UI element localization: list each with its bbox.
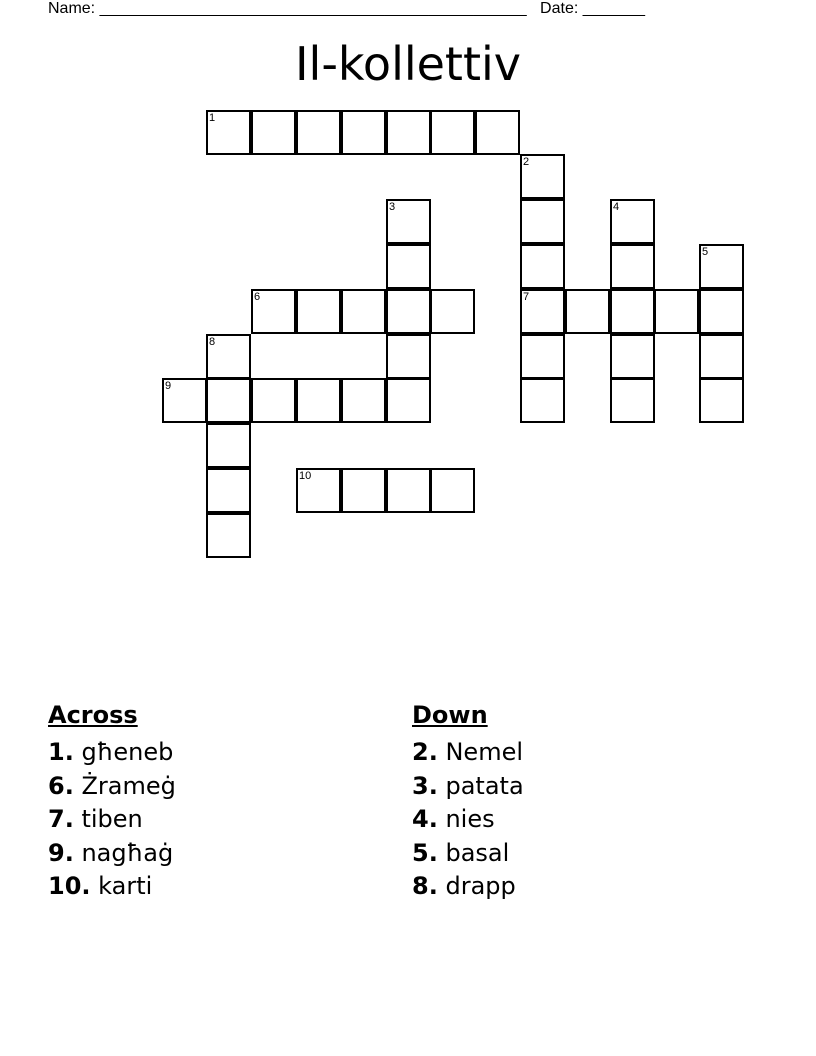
grid-cell[interactable]: [430, 110, 475, 155]
grid-cell[interactable]: [610, 289, 655, 334]
clue-text: basal: [445, 838, 510, 867]
clue-text: karti: [98, 872, 153, 900]
grid-cell[interactable]: [341, 110, 386, 155]
grid-cell[interactable]: [296, 378, 341, 423]
across-heading: Across: [48, 701, 138, 729]
grid-cell[interactable]: [206, 378, 251, 423]
grid-cell[interactable]: [654, 289, 699, 334]
clue-number-label: 8: [209, 336, 216, 348]
clue-down-8: [412, 870, 524, 904]
grid-cell[interactable]: [251, 110, 296, 155]
grid-cell[interactable]: [386, 468, 431, 513]
clue-number-label: 10: [299, 470, 312, 482]
grid-cell[interactable]: [162, 378, 207, 423]
grid-cell[interactable]: [520, 378, 565, 423]
grid-cell[interactable]: [610, 199, 655, 244]
grid-cell[interactable]: [341, 378, 386, 423]
clue-text: Żrameġ: [81, 771, 176, 800]
down-clues: [412, 700, 524, 904]
clue-across-10: [48, 870, 176, 904]
clue-text: għeneb: [81, 738, 174, 766]
clue-number-label: 7: [523, 291, 530, 303]
grid-cell[interactable]: [699, 334, 744, 379]
clue-number: 2.: [412, 738, 438, 766]
grid-cell[interactable]: [296, 110, 341, 155]
clue-number: 8.: [412, 872, 438, 900]
clue-number: 3.: [412, 771, 438, 800]
grid-cell[interactable]: [610, 378, 655, 423]
clue-number-label: 4: [613, 201, 620, 213]
grid-cell[interactable]: [341, 289, 386, 334]
grid-cell[interactable]: [296, 468, 341, 513]
grid-cell[interactable]: [386, 334, 431, 379]
clue-number: 4.: [412, 805, 438, 833]
grid-cell[interactable]: [565, 289, 610, 334]
grid-cell[interactable]: [430, 289, 475, 334]
clue-number-label: 5: [702, 246, 709, 258]
grid-cell[interactable]: [386, 378, 431, 423]
clue-number-label: 6: [254, 291, 261, 303]
clue-number-label: 3: [389, 201, 396, 213]
grid-cell[interactable]: [206, 423, 251, 468]
grid-cell[interactable]: [520, 199, 565, 244]
clue-number: 1.: [48, 738, 74, 766]
clue-text: nies: [445, 805, 495, 833]
clue-text: nagħaġ: [81, 838, 174, 867]
date-field[interactable]: _______: [582, 0, 646, 17]
clue-number: 6.: [48, 771, 74, 800]
clue-number: 7.: [48, 805, 74, 833]
grid-cell[interactable]: [699, 289, 744, 334]
clue-text: drapp: [445, 872, 516, 900]
grid-cell[interactable]: [699, 378, 744, 423]
clue-down-4: [412, 803, 524, 837]
name-field[interactable]: ________________________________________________: [99, 0, 527, 17]
clue-across-7: [48, 803, 176, 837]
grid-cell[interactable]: [430, 468, 475, 513]
clue-number: 5.: [412, 838, 438, 867]
grid-cell[interactable]: [386, 199, 431, 244]
grid-cell[interactable]: [341, 468, 386, 513]
clue-number-label: 9: [165, 380, 172, 392]
clue-text: Nemel: [445, 738, 523, 766]
grid-cell[interactable]: [251, 378, 296, 423]
grid-cell[interactable]: [251, 289, 296, 334]
grid-cell[interactable]: [386, 244, 431, 289]
name-label: Name:: [48, 0, 96, 17]
grid-cell[interactable]: [206, 513, 251, 558]
across-clues: [48, 700, 176, 904]
grid-cell[interactable]: [699, 244, 744, 289]
grid-cell[interactable]: [206, 110, 251, 155]
date-label: Date:: [540, 0, 579, 17]
grid-cell[interactable]: [386, 289, 431, 334]
clue-across-6: [48, 770, 176, 804]
clue-number-label: 1: [209, 112, 216, 124]
grid-cell[interactable]: [296, 289, 341, 334]
grid-cell[interactable]: [206, 468, 251, 513]
grid-cell[interactable]: [610, 244, 655, 289]
down-heading: Down: [412, 701, 488, 729]
clue-down-3: [412, 770, 524, 804]
grid-cell[interactable]: [475, 110, 520, 155]
clue-down-5: [412, 837, 524, 871]
grid-cell[interactable]: [610, 334, 655, 379]
grid-cell[interactable]: [206, 334, 251, 379]
clue-across-1: [48, 736, 176, 770]
clue-number: 9.: [48, 838, 74, 867]
grid-cell[interactable]: [520, 334, 565, 379]
clue-across-9: [48, 837, 176, 871]
clue-number: 10.: [48, 872, 91, 900]
grid-cell[interactable]: [520, 289, 565, 334]
grid-cell[interactable]: [520, 244, 565, 289]
clue-number-label: 2: [523, 156, 530, 168]
clue-text: tiben: [81, 805, 143, 833]
grid-cell[interactable]: [386, 110, 431, 155]
clue-text: patata: [445, 771, 524, 800]
grid-cell[interactable]: [520, 154, 565, 199]
puzzle-title: Il-kollettiv: [294, 37, 522, 91]
clue-down-2: [412, 736, 524, 770]
